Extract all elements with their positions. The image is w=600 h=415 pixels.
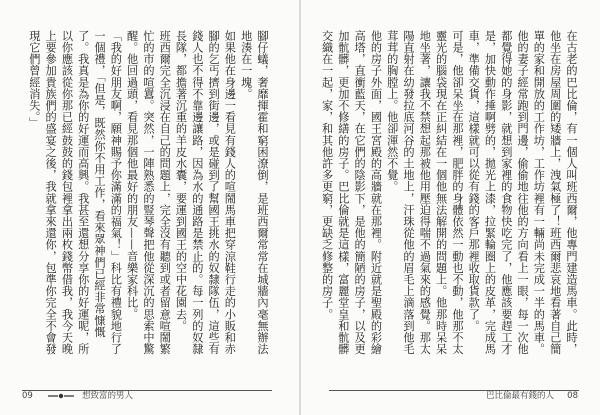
- running-title: 想致富的男人: [82, 391, 134, 401]
- paragraph: 在古老的巴比倫，有一個人叫班西爾，他專門建造馬車。此時，他坐在房屋周圍的矮牆上，洩氣極了！班西爾悲哀地看著自己簡單的家和開放的工作坊，工作坊裡有一輛尚未完成一半的馬車。: [532, 30, 578, 355]
- paragraph: 班西爾完全沉浸在自己的問題上，完全沒有聽到或者留意喧鬧繁忙的市的喧囂。突然，一陣熟悉的豎琴聲把他從深沉的思索中驚醒。他回過頭，看見那個他最好的朋友——音樂家科比。: [125, 30, 172, 355]
- right-page-body: [321, 30, 579, 360]
- page-number: 08: [567, 391, 578, 401]
- page-number: 09: [22, 391, 33, 401]
- left-page-body: [27, 30, 270, 360]
- paragraph: 他的房子外面，國王宮殿的高牆就在那裡。附近就是聖殿的彩繪高塔，直衝藍天，在它們的陰影下，是他的簡陋的房子，以及更加骯髒，更加不修繕的房子。巴比倫就是這樣，富麗堂皇和骯髒交織在一起，家，和其他許多更窮，更缺乏修整的房子。: [320, 30, 383, 355]
- paragraph: 「我的好朋友啊，願神賜予你滿滿的福氣！」科比有禮貌地行了一個禮，「但是，既然你不用工作，看來眾神們已經非常慷慨了。我真是為你的好運而高興。我甚至還想分享你的好運呢，所以你應該從你那已經鼓鼓的錢包裡拿出兩枚錢幣借我，我今天晚上要參加貴族們的盛宴之後，我就拿來還你，包準你完全不會發現它們曾經消失。」: [27, 30, 123, 355]
- left-page: [0, 0, 299, 415]
- paragraph: 他的妻子經常跑到門邊，偷偷地往他的方向看上一眼，每一次他都覺得她的身影，就想到家裡的食物快吃完了，他應該要趕工才是，加快動作捶啊劈的，拋光上漆，拉緊輪圈上的皮革，完成馬車，準備交貨，這樣就可以從有錢的客戶那裡收取貨款了。: [467, 30, 530, 355]
- paragraph: 可是，他卻呆坐在那裡，肥胖的身體依然一動也不動，他那不太靈光的腦袋現在正糾結在一個他無法解開的問題上。他那時呆呆地坐著，讓我不禁想起那被他用壓迫得喘不過氣來的感覺。那太陽直射在幼發拉底河谷的土地上，汗珠從他的眉毛上滴落到他毛茸茸的胸膛上。他卻渾然不覺。: [385, 30, 464, 355]
- paragraph: 如果他在身邊一看見有錢人的喧鬧馬車把穿涼鞋行走的小販和赤腳的乞丐擠到街邊，或是碰到了幫國王挑水的奴隸隊伍，這些有錢人也不得不靠邊讓路，因為水的通路是禁止的。每一列的奴隸長隊，都擔著沉重的羊皮水囊，要運到國王的空中花園去。: [174, 30, 237, 355]
- paragraph: 腳仔蟻，奢靡揮霍和窮困潦倒，是班西爾常常在城牆內毫無辦法地湊在一塊。: [239, 30, 269, 355]
- running-title: 巴比倫最有錢的人: [485, 391, 554, 401]
- right-page: [301, 0, 600, 415]
- ornament-icon: [46, 391, 76, 401]
